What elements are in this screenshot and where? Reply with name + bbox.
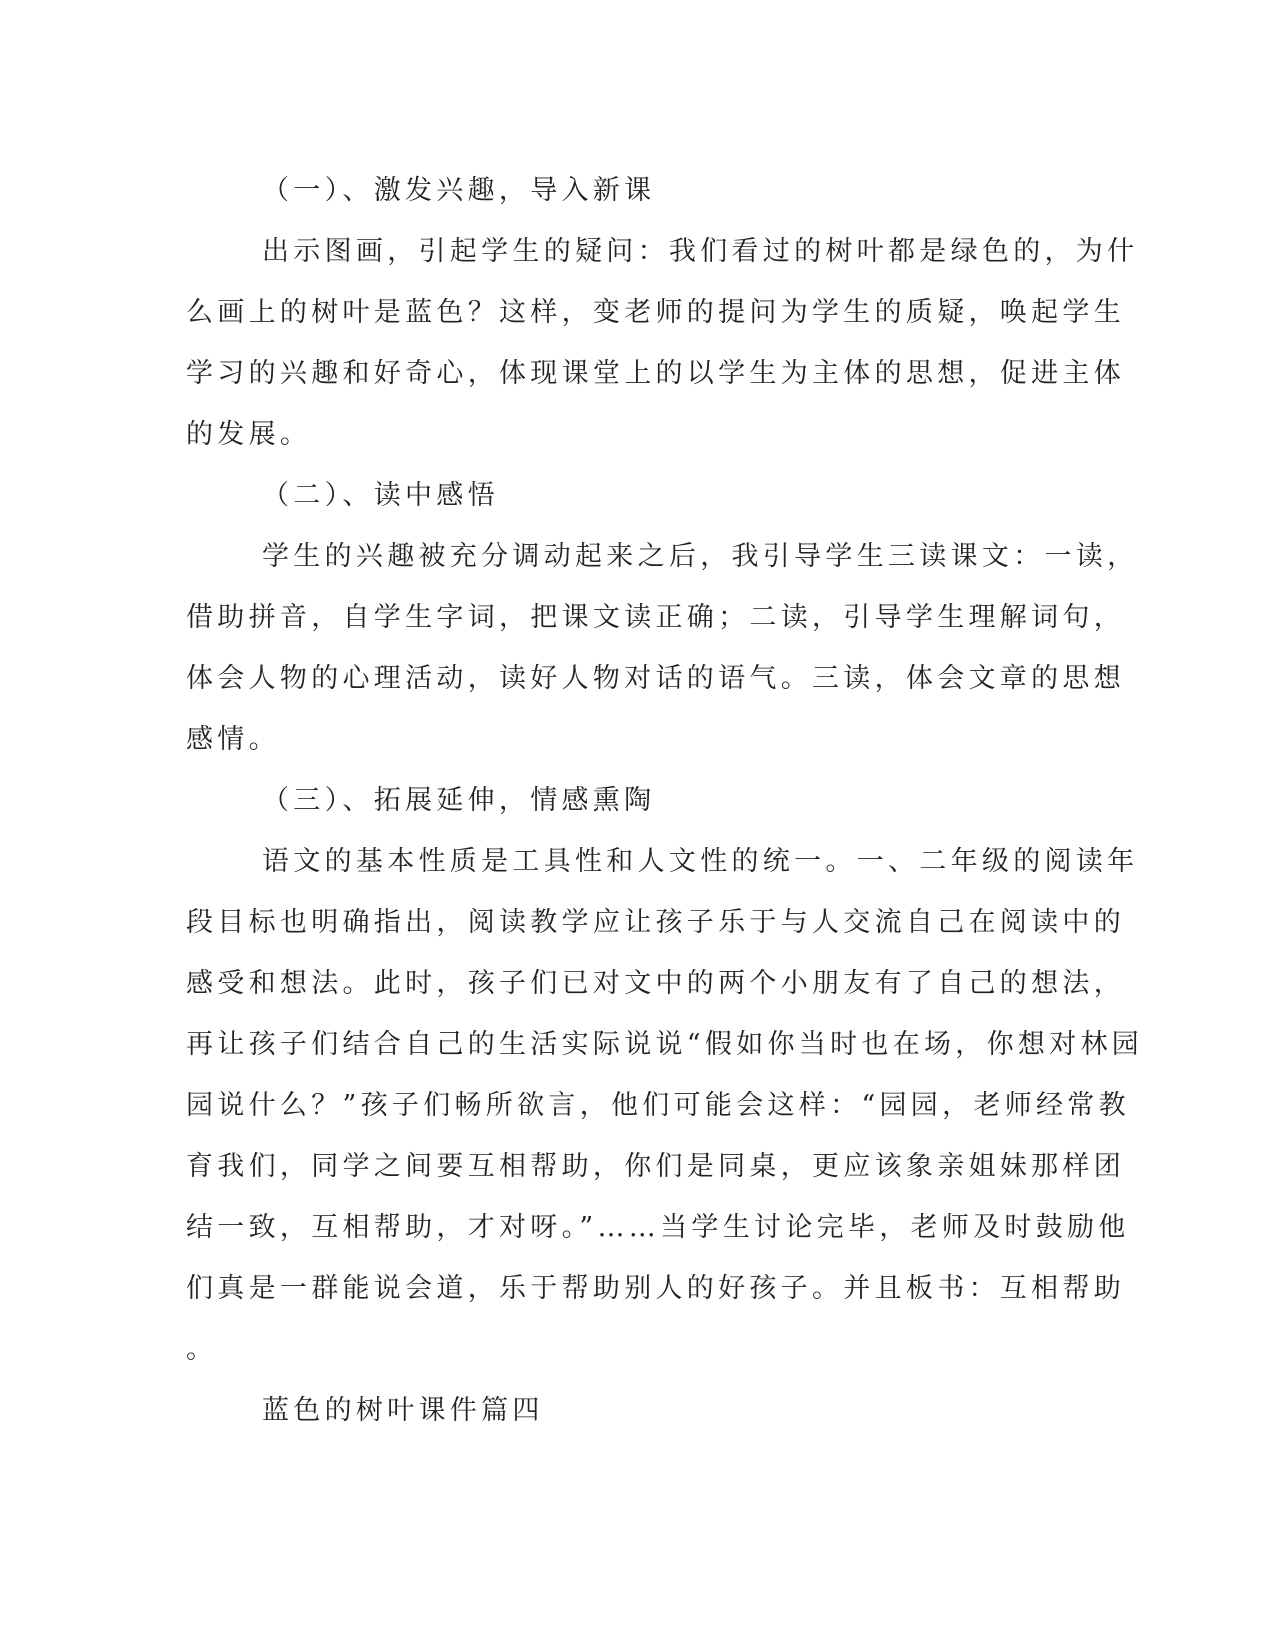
paragraph-line: 段目标也明确指出，阅读教学应让孩子乐于与人交流自己在阅读中的 xyxy=(186,907,1125,938)
paragraph-line: 再让孩子们结合自己的生活实际说说“假如你当时也在场，你想对林园 xyxy=(186,1029,1144,1060)
paragraph-line: 的发展。 xyxy=(186,419,312,450)
paragraph-line: 。 xyxy=(186,1334,218,1365)
paragraph-line: 出示图画，引起学生的疑问：我们看过的树叶都是绿色的，为什 xyxy=(262,236,1139,267)
paragraph-line: 么画上的树叶是蓝色？这样，变老师的提问为学生的质疑，唤起学生 xyxy=(186,297,1125,328)
section-heading-3: （三）、拓展延伸，情感熏陶 xyxy=(262,785,656,816)
paragraph-line: 园说什么？”孩子们畅所欲言，他们可能会这样：“园园，老师经常教 xyxy=(186,1090,1130,1121)
paragraph-line: 借助拼音，自学生字词，把课文读正确；二读，引导学生理解词句， xyxy=(186,602,1125,633)
section-heading-2: （二）、读中感悟 xyxy=(262,480,499,511)
section-heading-1: （一）、激发兴趣，导入新课 xyxy=(262,175,656,206)
paragraph-line: 学生的兴趣被充分调动起来之后，我引导学生三读课文：一读， xyxy=(262,541,1139,572)
paragraph-line: 感受和想法。此时，孩子们已对文中的两个小朋友有了自己的想法， xyxy=(186,968,1125,999)
document-body xyxy=(186,160,1144,1441)
paragraph-2 xyxy=(186,526,1139,770)
paragraph-3 xyxy=(186,831,1144,1380)
paragraph-line: 感情。 xyxy=(186,724,280,755)
paragraph-line: 育我们，同学之间要互相帮助，你们是同桌，更应该象亲姐妹那样团 xyxy=(186,1151,1125,1182)
paragraph-line: 语文的基本性质是工具性和人文性的统一。一、二年级的阅读年 xyxy=(262,846,1139,877)
paragraph-line: 结一致，互相帮助，才对呀。”……当学生讨论完毕，老师及时鼓励他 xyxy=(186,1212,1130,1243)
paragraph-line: 学习的兴趣和好奇心，体现课堂上的以学生为主体的思想，促进主体 xyxy=(186,358,1125,389)
paragraph-line: 们真是一群能说会道，乐于帮助别人的好孩子。并且板书：互相帮助 xyxy=(186,1273,1125,1304)
paragraph-line: 体会人物的心理活动，读好人物对话的语气。三读，体会文章的思想 xyxy=(186,663,1125,694)
paragraph-1 xyxy=(186,221,1139,465)
section-heading-4: 蓝色的树叶课件篇四 xyxy=(262,1395,544,1426)
